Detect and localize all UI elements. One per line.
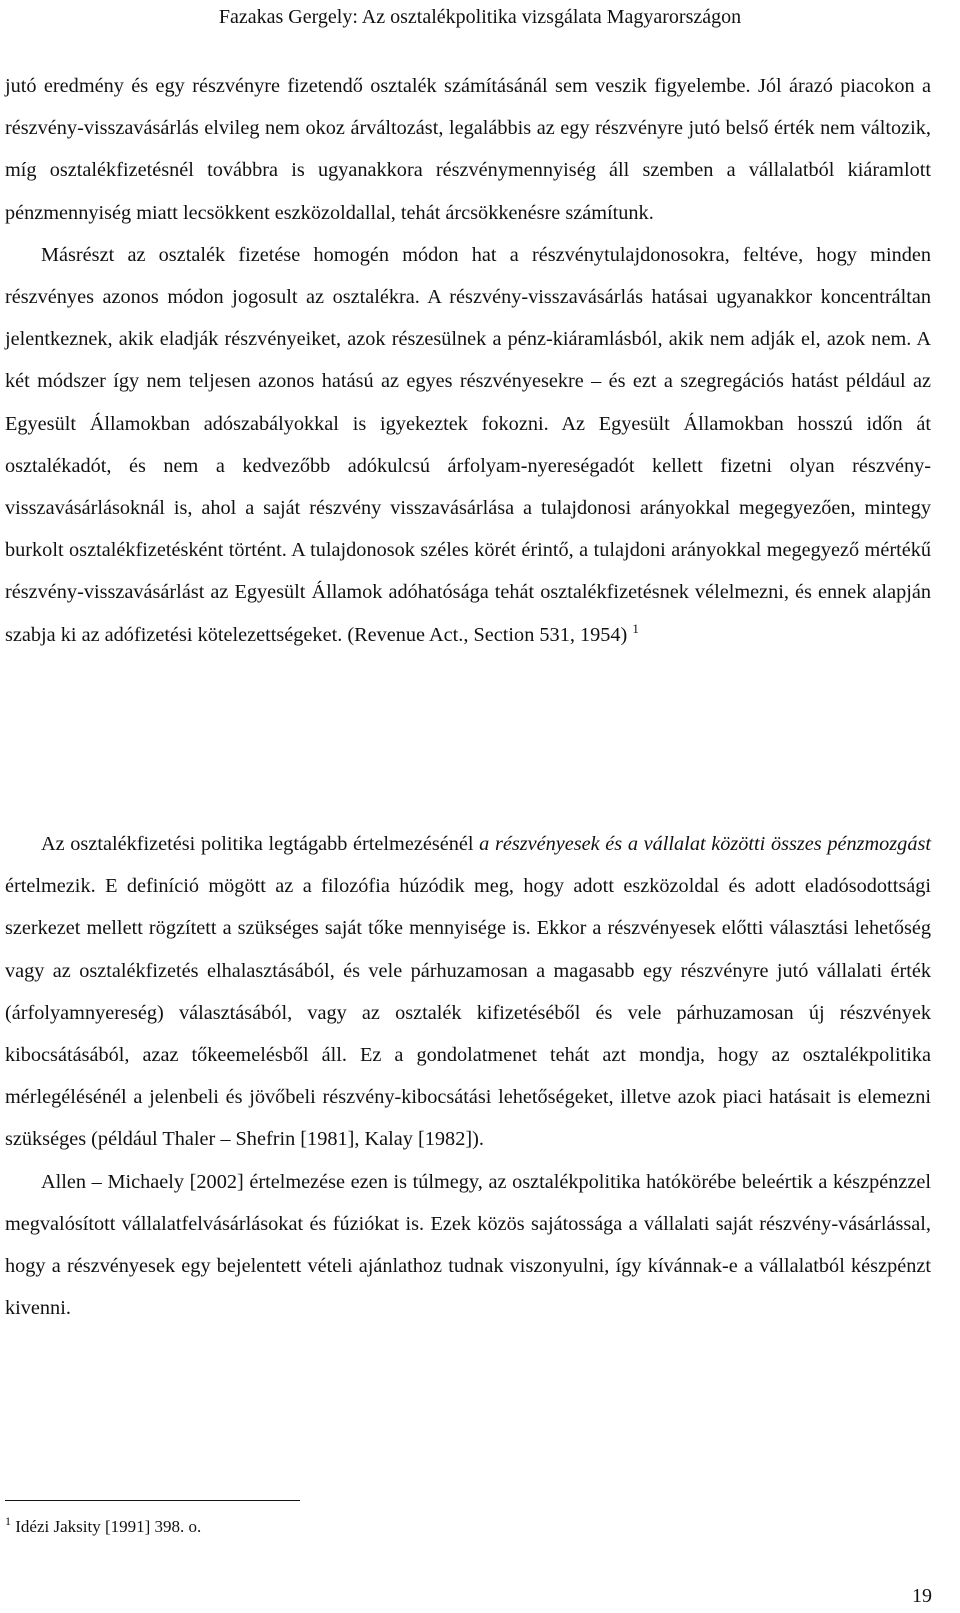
paragraph-1: jutó eredmény és egy részvényre fizetendő osztalék számításánál sem veszik figyelembe. Jól árazó piacokon a részvény-visszavásárlás elvileg nem okoz árváltozást, legalábbis az egy részvényre jutó belső érték nem változik, míg osztalékfizetésnél továbbra is ugyanakkora részvénymennyiség áll szemben a vállalatból kiáramlott pénzmennyiség miatt lecsökkent eszközoldallal, tehát árcsökkenésre számítunk.	[5, 75, 931, 224]
footnote	[5, 1516, 201, 1538]
paragraph-3	[5, 823, 931, 1161]
running-header: Fazakas Gergely: Az osztalékpolitika vizsgálata Magyarországon	[218, 6, 742, 28]
body-section-2	[5, 823, 931, 1329]
body-section-1	[5, 65, 931, 656]
page-number: 19	[912, 1585, 932, 1607]
footnote-text: Idézi Jaksity [1991] 398. o.	[11, 1517, 202, 1536]
footnote-reference: 1	[632, 620, 639, 636]
paragraph-3-emphasis: a részvényesek és a vállalat közötti összes pénzmozgást	[479, 833, 931, 855]
footnote-marker: 1	[5, 1514, 11, 1528]
paragraph-3-end: értelmezik. E definíció mögött az a filozófia húzódik meg, hogy adott eszközoldal és adott eladósodottsági szerkezet mellett rögzített a szükséges saját tőke mennyisége is. Ekkor a részvényesek előtti választási lehetőség vagy az osztalékfizetés elhalasztásából, és vele párhuzamosan a magasabb egy részvényre jutó vállalati érték (árfolyamnyereség) választásából, vagy az osztalék kifizetéséből és vele párhuzamosan új részvények kibocsátásából, azaz tőkeemelésből áll. Ez a gondolatmenet tehát azt mondja, hogy az osztalékpolitika mérlegélésénél a jelenbeli és jövőbeli részvény-kibocsátási lehetőségeket, illetve azok piaci hatásait is elemezni szükséges (például Thaler – Shefrin [1981], Kalay [1982]).	[5, 875, 931, 1151]
footnote-separator	[5, 1500, 300, 1501]
paragraph-2	[5, 234, 931, 656]
paragraph-3-start: Az osztalékfizetési politika legtágabb értelmezésénél	[41, 833, 480, 855]
paragraph-2-text: Másrészt az osztalék fizetése homogén módon hat a részvénytulajdonosokra, feltéve, hogy minden részvényes azonos módon jogosult az osztalékra. A részvény-visszavásárlás hatásai ugyanakkor koncentráltan jelentkeznek, akik eladják részvényeiket, azok részesülnek a pénz-kiáramlásból, akik nem adják el, azok nem. A két módszer így nem teljesen azonos hatású az egyes részvényesekre – és ezt a szegregációs hatást például az Egyesült Államokban adószabályokkal is igyekeztek fokozni. Az Egyesült Államokban hosszú időn át osztalékadót, és nem a kedvezőbb adókulcsú árfolyam-nyereségadót kellett fizetni olyan részvény-visszavásárlásoknál is, ahol a saját részvény visszavásárlása a tulajdonosi arányokkal megegyezően, mintegy burkolt osztalékfizetésként történt. A tulajdonosok széles körét érintő, a tulajdoni arányokkal megegyező mértékű részvény-visszavásárlást az Egyesült Államok adóhatósága tehát osztalékfizetésnek vélelmezni, és ennek alapján szabja ki az adófizetési kötelezettségeket. (Revenue Act., Section 531, 1954)	[5, 243, 931, 646]
paragraph-4: Allen – Michaely [2002] értelmezése ezen is túlmegy, az osztalékpolitika hatókörébe beleértik a készpénzzel megvalósított vállalatfelvásárlásokat és fúziókat is. Ezek közös sajátossága a vállalati saját részvény-vásárlással, hogy a részvényesek egy bejelentett vételi ajánlathoz tudnak viszonyulni, így kívánnak-e a vállalatból készpénzt kivenni.	[5, 1170, 931, 1320]
